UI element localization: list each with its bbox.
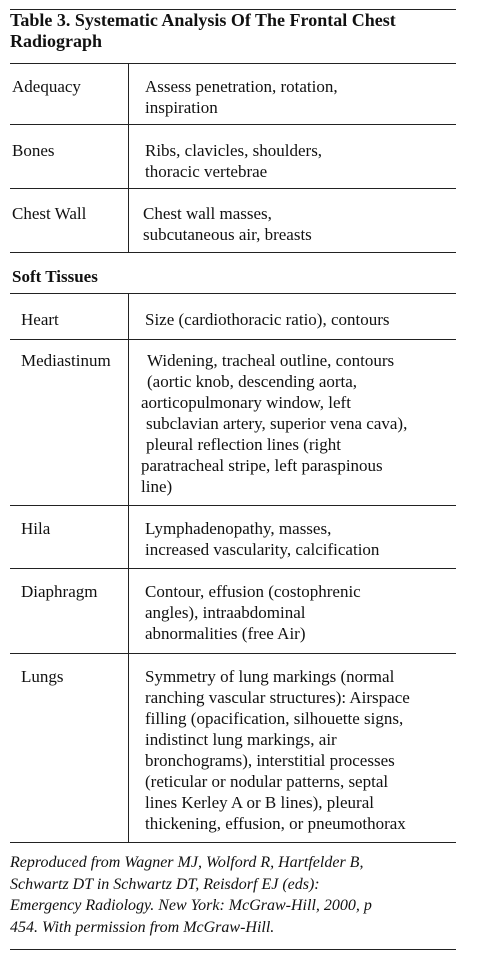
divider xyxy=(10,949,456,950)
row-label-lungs: Lungs xyxy=(21,667,64,686)
row-desc-heart: Size (cardiothoracic ratio), contours xyxy=(145,310,390,329)
row-label-diaphragm: Diaphragm xyxy=(21,582,98,601)
row-desc-adequacy: Assess penetration, rotation, inspiration xyxy=(145,77,338,117)
row-label-hila: Hila xyxy=(21,519,51,538)
row-label-chest-wall: Chest Wall xyxy=(12,204,87,223)
row-label-adequacy: Adequacy xyxy=(12,77,81,96)
divider xyxy=(10,124,456,125)
row-label-bones: Bones xyxy=(12,141,55,160)
row-label-heart: Heart xyxy=(21,310,59,329)
row-desc-hila: Lymphadenopathy, masses, increased vascularity, calcification xyxy=(145,519,380,559)
row-desc-mediastinum: Widening, tracheal outline, contours (aortic knob, descending aorta, aorticopulmonary window, left subclavian artery, superior vena cava), pleural reflection lines (right paratracheal stripe, left paraspinous line) xyxy=(141,351,408,496)
divider xyxy=(10,9,456,10)
table-title xyxy=(10,10,456,52)
row-desc-bones: Ribs, clavicles, shoulders, thoracic vertebrae xyxy=(145,141,323,181)
divider xyxy=(10,653,456,654)
section-header-soft-tissues: Soft Tissues xyxy=(12,267,98,286)
row-label-mediastinum: Mediastinum xyxy=(21,351,111,370)
divider xyxy=(10,188,456,189)
source-footnote: Reproduced from Wagner MJ, Wolford R, Hartfelder B, Schwartz DT in Schwartz DT, Reisdorf EJ (eds): Emergency Radiology. New York: McGraw-Hill, 2000, p 454. With permission from McGraw-Hill. xyxy=(10,854,372,936)
divider xyxy=(10,63,456,64)
column-divider xyxy=(128,293,129,842)
divider xyxy=(10,252,456,253)
row-desc-chest-wall: Chest wall masses, subcutaneous air, breasts xyxy=(143,204,312,244)
divider xyxy=(10,842,456,843)
divider xyxy=(10,505,456,506)
row-desc-lungs: Symmetry of lung markings (normal ranching vascular structures): Airspace filling (opacification, silhouette signs, indistinct lung markings, air bronchograms), interstitial processes (reticular or nodular patterns, septal lines Kerley A or B lines), pleural thickening, effusion, or pneumothorax xyxy=(145,667,410,833)
row-desc-diaphragm: Contour, effusion (costophrenic angles), intraabdominal abnormalities (free Air) xyxy=(145,582,361,643)
column-divider xyxy=(128,63,129,252)
divider xyxy=(10,293,456,294)
divider xyxy=(10,568,456,569)
title-line-2: Radiograph xyxy=(10,31,103,51)
divider xyxy=(10,339,456,340)
title-line-1: Table 3. Systematic Analysis Of The Frontal Chest xyxy=(10,10,396,30)
